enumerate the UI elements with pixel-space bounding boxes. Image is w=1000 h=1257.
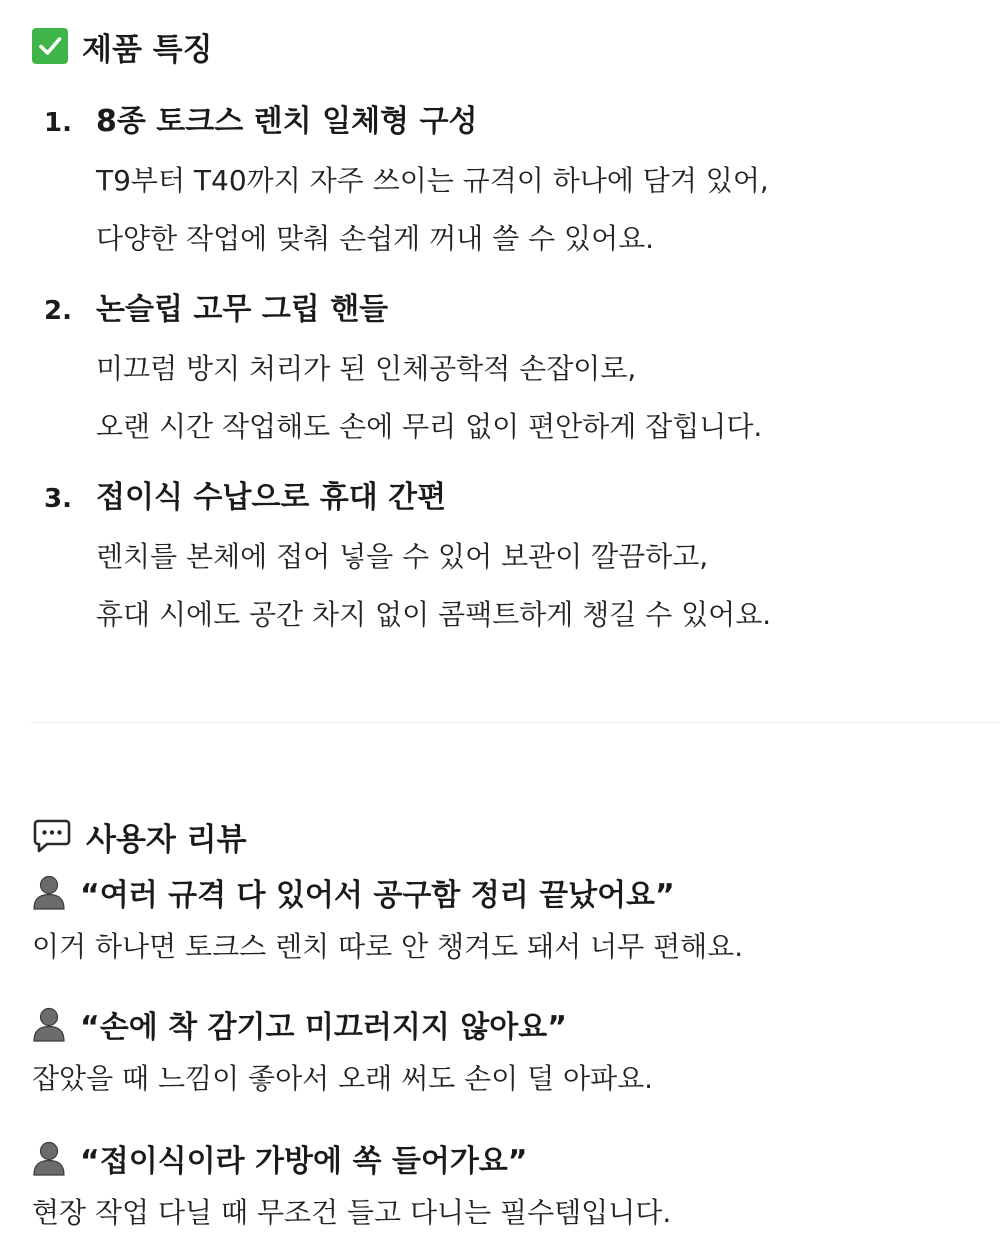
reviews-heading-text: 사용자 리뷰 [86, 821, 247, 858]
review-title [32, 1136, 972, 1180]
review-item [32, 1002, 972, 1108]
check-mark-icon [32, 28, 68, 64]
feature-number: 2. [44, 296, 72, 326]
speech-bubble-icon [32, 816, 72, 856]
review-body: 이거 하나면 토크스 렌치 따로 안 챙겨도 돼서 너무 편해요. [32, 930, 744, 963]
feature-title-text: 논슬립 고무 그립 핸들 [96, 292, 389, 327]
feature-title [44, 288, 974, 332]
review-body: 현장 작업 다닐 때 무조건 들고 다니는 필수템입니다. [32, 1196, 672, 1229]
features-heading-text: 제품 특징 [82, 31, 213, 68]
feature-description-line: 휴대 시에도 공간 차지 없이 콤팩트하게 챙길 수 있어요. [96, 598, 772, 631]
feature-title-text: 8종 토크스 렌치 일체형 구성 [96, 104, 478, 139]
reviews-heading [32, 814, 247, 858]
review-body: 잡았을 때 느낌이 좋아서 오래 써도 손이 덜 아파요. [32, 1062, 654, 1095]
person-icon [32, 1140, 66, 1176]
review-title [32, 870, 972, 914]
feature-description-line: 미끄럼 방지 처리가 된 인체공학적 손잡이로, [96, 352, 637, 385]
feature-description-line: 다양한 작업에 맞춰 손쉽게 꺼내 쓸 수 있어요. [96, 222, 655, 255]
feature-description-line: 렌치를 본체에 접어 넣을 수 있어 보관이 깔끔하고, [96, 540, 709, 573]
feature-description-line: T9부터 T40까지 자주 쓰이는 규격이 하나에 담겨 있어, [96, 164, 769, 197]
review-quote: “여러 규격 다 있어서 공구함 정리 끝났어요” [80, 878, 675, 913]
person-icon [32, 874, 66, 910]
person-icon [32, 1006, 66, 1042]
review-quote: “손에 착 감기고 미끄러지지 않아요” [80, 1010, 567, 1045]
section-divider [30, 722, 1000, 723]
feature-title [44, 476, 974, 520]
review-quote: “접이식이라 가방에 쏙 들어가요” [80, 1144, 528, 1179]
features-heading [32, 24, 213, 68]
feature-title [44, 100, 974, 144]
feature-title-text: 접이식 수납으로 휴대 간편 [96, 480, 447, 515]
feature-description-line: 오랜 시간 작업해도 손에 무리 없이 편안하게 잡힙니다. [96, 410, 763, 443]
review-title [32, 1002, 972, 1046]
feature-item [44, 476, 974, 644]
feature-item [44, 100, 974, 268]
feature-number: 3. [44, 484, 72, 514]
feature-number: 1. [44, 108, 72, 138]
review-item [32, 870, 972, 976]
feature-item [44, 288, 974, 456]
review-item [32, 1136, 972, 1242]
